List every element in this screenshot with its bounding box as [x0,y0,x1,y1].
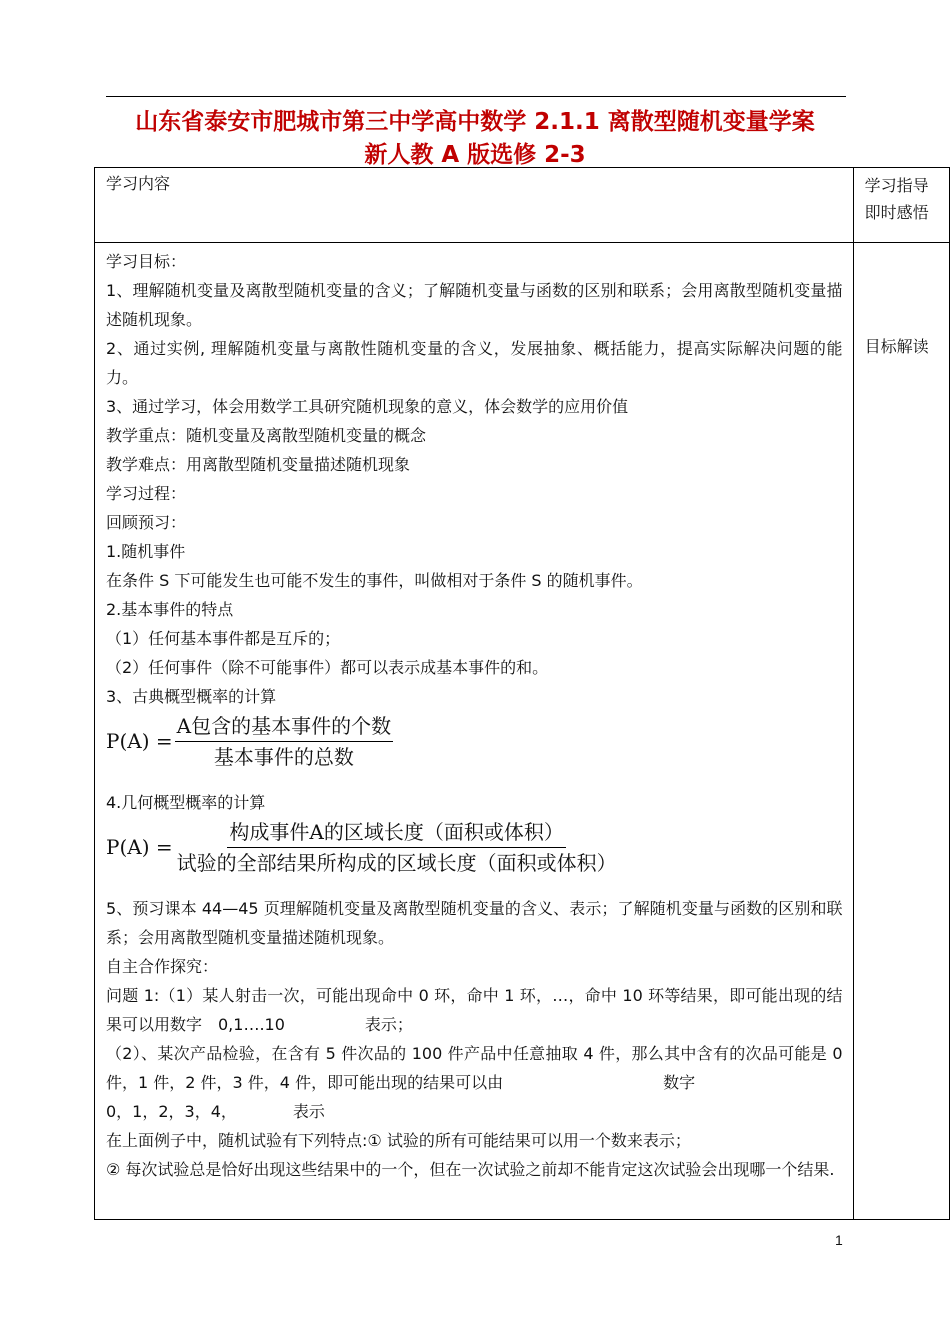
classical-probability-formula [106,713,843,770]
table-header-row [95,168,950,243]
header-guidance [853,168,949,243]
goal-interpretation-note: 目标解读 [864,337,929,356]
exploration-heading: 自主合作探究： [106,957,219,976]
formula-2-denominator: 试验的全部结果所构成的区域长度（面积或体积） [176,851,617,875]
basic-event-property-2: （2）任何事件（除不可能事件）都可以表示成基本事件的和。 [106,658,549,677]
preview-task: 5、预习课本 44—45 页理解随机变量及离散型随机变量的含义、表示；了解随机变量与函数的区别和联系；会用离散型随机变量描述随机现象。 [106,899,843,947]
problem-1-part-2-text: （2）、某次产品检验，在含有 5 件次品的 100 件产品中任意抽取 4 件，那么其中含有的次品可能是 0 件，1 件，2 件，3 件，4 件，即可能出现的结果可以由 [106,1044,843,1092]
header-study-content: 学习内容 [95,168,854,243]
learning-goals-heading: 学习目标： [106,252,187,271]
study-table [94,167,950,1220]
spacer [106,770,843,788]
basic-event-heading: 2.基本事件的特点 [106,600,234,619]
header-rule [106,96,846,97]
page-number: 1 [835,1232,843,1248]
problem-1-part-2-tail: 数字 [663,1073,696,1092]
goal-2: 2、通过实例, 理解随机变量与离散性随机变量的含义，发展抽象、概括能力，提高实际解决问题的能力。 [106,339,843,387]
formula-2-fraction [175,819,619,876]
characteristic-2: ② 每次试验总是恰好出现这些结果中的一个，但在一次试验之前却不能肯定这次试验会出现哪一个结果. [106,1160,835,1179]
problem-1-part-2-values: 0，1，2，3，4， 表示 [106,1102,325,1121]
formula-2-numerator: 构成事件A的区域长度（面积或体积） [227,819,565,848]
document-title [95,106,855,172]
formula-1-denominator: 基本事件的总数 [213,745,354,769]
basic-event-property-1: （1）任何基本事件都是互斥的； [106,629,341,648]
formula-1-numerator: A包含的基本事件的个数 [175,713,393,742]
formula-1-lhs: P(A) = [106,729,173,753]
header-guidance-line1: 学习指导 [864,176,929,195]
spacer [106,876,843,894]
study-content-cell [95,243,854,1220]
formula-1-fraction [175,713,393,770]
guidance-cell [853,243,949,1220]
table-body-row [95,243,950,1220]
classical-probability-heading: 3、古典概型概率的计算 [106,687,277,706]
review-heading: 回顾预习： [106,513,187,532]
formula-2-lhs: P(A) = [106,835,173,859]
process-heading: 学习过程： [106,484,187,503]
difficult-point: 教学难点：用离散型随机变量描述随机现象 [106,455,411,474]
goal-3: 3、通过学习，体会用数学工具研究随机现象的意义，体会数学的应用价值 [106,397,629,416]
random-event-heading: 1.随机事件 [106,542,186,561]
geometric-probability-heading: 4.几何概型概率的计算 [106,793,266,812]
title-line-2: 新人教 A 版选修 2-3 [364,142,586,168]
characteristic-1: 在上面例子中，随机试验有下列特点:① 试验的所有可能结果可以用一个数来表示； [106,1131,691,1150]
title-line-1: 山东省泰安市肥城市第三中学高中数学 2.1.1 离散型随机变量学案 [135,109,815,135]
key-point: 教学重点：随机变量及离散型随机变量的概念 [106,426,427,445]
goal-1: 1、理解随机变量及离散型随机变量的含义；了解随机变量与函数的区别和联系；会用离散型随机变量描述随机现象。 [106,281,843,329]
geometric-probability-formula [106,819,843,876]
problem-1-part-1: 问题 1:（1）某人射击一次，可能出现命中 0 环，命中 1 环，…，命中 10 环等结果，即可能出现的结果可以用数字 0,1….10 表示； [106,986,843,1034]
header-guidance-line2: 即时感悟 [864,203,929,222]
problem-1-part-2 [106,1039,843,1097]
random-event-definition: 在条件 S 下可能发生也可能不发生的事件，叫做相对于条件 S 的随机事件。 [106,571,643,590]
